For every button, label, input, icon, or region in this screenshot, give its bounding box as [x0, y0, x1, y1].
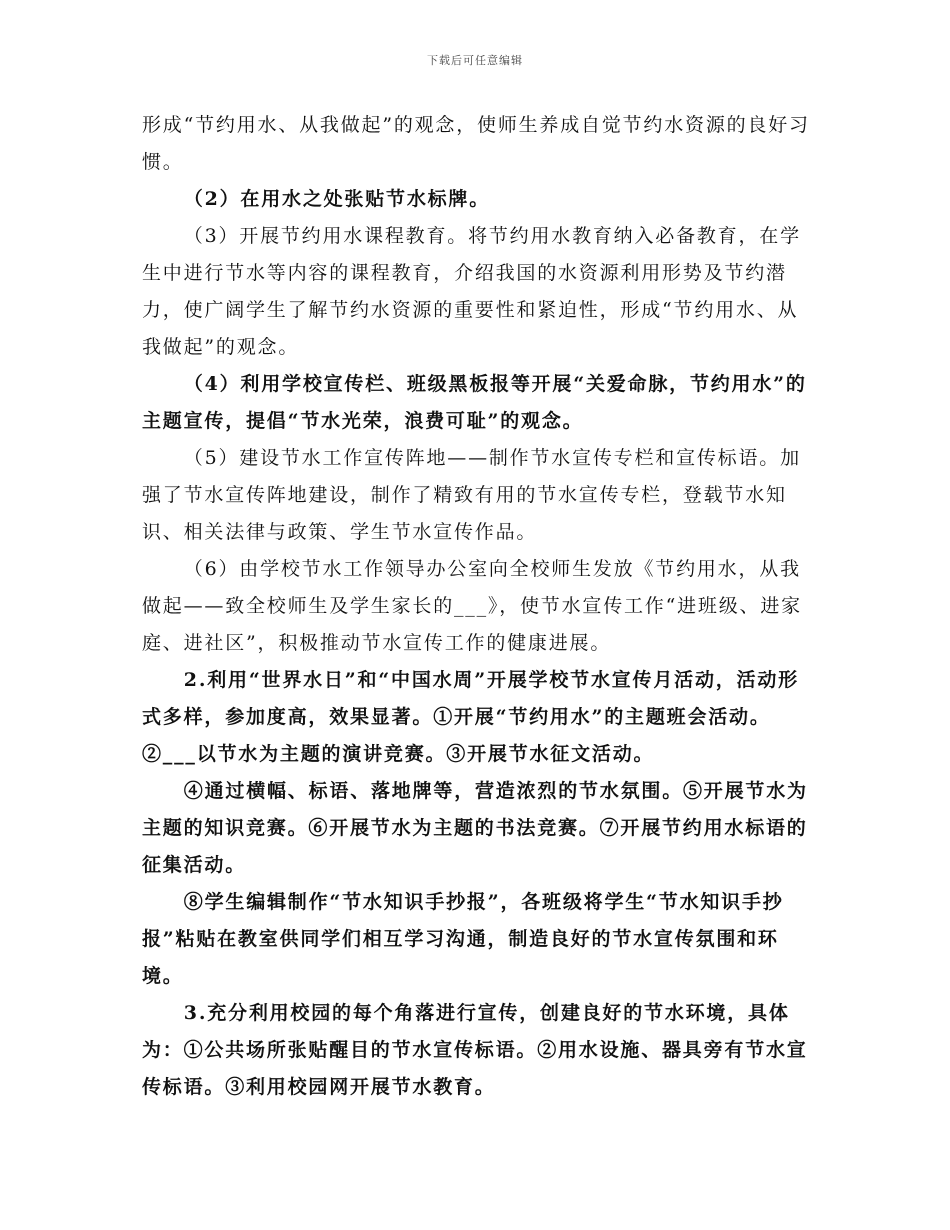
paragraph-1: 形成“节约用水、从我做起”的观念，使师生养成自觉节约水资源的良好习惯。	[142, 114, 810, 173]
paragraph-7: 2.利用“世界水日”和“中国水周”开展学校节水宣传月活动，活动形式多样，参加度高，效果显著。①开展“节约用水”的主题班会活动。②___以节水为主题的演讲竞赛。③开展节水征文活动。	[142, 669, 799, 765]
paragraph-10: 3.充分利用校园的每个角落进行宣传，创建良好的节水环境，具体为：①公共场所张贴醒目的节水宣传标语。②用水设施、器具旁有节水宣传标语。③利用校园网开展节水教育。	[142, 1002, 808, 1098]
paragraph-8: ④通过横幅、标语、落地牌等，营造浓烈的节水氛围。⑤开展节水为主题的知识竞赛。⑥开展节水为主题的书法竞赛。⑦开展节约用水标语的征集活动。	[142, 780, 808, 876]
paragraph-5: （5）建设节水工作宣传阵地——制作节水宣传专栏和宣传标语。加强了节水宣传阵地建设，制作了精致有用的节水宣传专栏，登载节水知识、相关法律与政策、学生节水宣传作品。	[142, 447, 801, 543]
paragraph-3: （3）开展节约用水课程教育。将节约用水教育纳入必备教育，在学生中进行节水等内容的课程教育，介绍我国的水资源利用形势及节约潜力，使广阔学生了解节约水资源的重要性和紧迫性，形成“节约用水、从我做起”的观念。	[142, 225, 801, 358]
paragraph-2: （2）在用水之处张贴节水标牌。	[183, 188, 491, 210]
document-body	[142, 107, 812, 1106]
paragraph-4: （4）利用学校宣传栏、班级黑板报等开展“关爱命脉，节约用水”的主题宣传，提倡“节水光荣，浪费可耻”的观念。	[142, 373, 807, 432]
page-header: 下载后可任意编辑	[427, 54, 523, 67]
paragraph-9: ⑧学生编辑制作“节水知识手抄报”，各班级将学生“节水知识手抄报”粘贴在教室供同学们相互学习沟通，制造良好的节水宣传氛围和环境。	[142, 891, 784, 987]
paragraph-6: （6）由学校节水工作领导办公室向全校师生发放《节约用水，从我做起——致全校师生及学生家长的___》，使节水宣传工作“进班级、进家庭、进社区”，积极推动节水宣传工作的健康进展。	[142, 558, 802, 654]
